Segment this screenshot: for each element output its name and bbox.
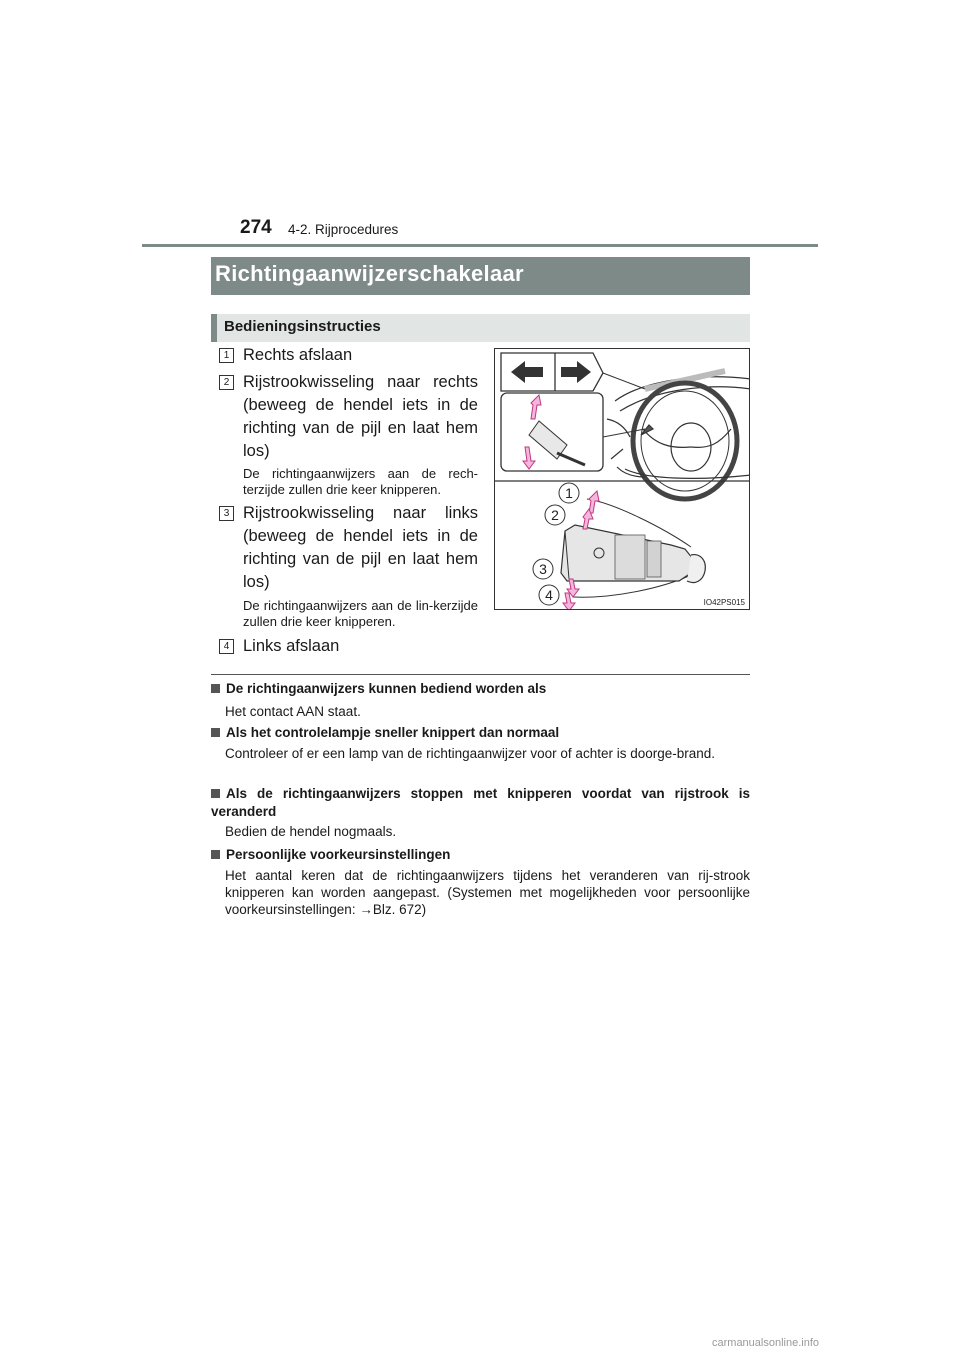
arrow-indicator-panel [501,353,645,391]
note-1-heading-text: De richtingaanwijzers kunnen bediend worden als [226,681,547,696]
bullet-square-icon [211,728,220,737]
note-4-heading [211,846,750,864]
note-1-heading [211,680,750,698]
step-number-1: 1 [219,348,234,363]
callout-1-label: 1 [565,485,573,501]
note-2-heading-text: Als het controlelampje sneller knippert dan normaal [226,725,560,740]
section-breadcrumb: 4-2. Rijprocedures [288,222,399,237]
note-2-heading [211,724,750,742]
step-2-text: Rijstrookwisseling naar rechts (beweeg de hendel iets in de richting van de pijl en laat hem los) [243,373,478,460]
page-title: Richtingaanwijzerschakelaar [215,261,524,286]
bullet-square-icon [211,684,220,693]
note-3-heading [211,785,750,821]
callout-3-label: 3 [539,561,547,577]
subsection-accent [211,314,217,342]
bullet-square-icon [211,789,220,798]
page-number: 274 [240,217,272,238]
watermark: carmanualsonline.info [712,1337,820,1349]
note-3-heading-text: Als de richtingaanwijzers stoppen met knipperen voordat van rijstrook is veranderd [211,786,750,819]
section-divider [211,674,750,675]
step-2-note: De richtingaanwijzers aan de rech-terzijde zullen drie keer knipperen. [243,466,478,497]
step-4-text: Links afslaan [243,637,340,655]
note-4-heading-text: Persoonlijke voorkeursinstellingen [226,847,451,862]
figure-illustration [495,349,750,610]
callout-2-label: 2 [551,507,559,523]
step-3-note: De richtingaanwijzers aan de lin-kerzijde zullen drie keer knipperen. [243,598,478,629]
header-divider [142,244,818,247]
note-1-body: Het contact AAN staat. [225,704,361,719]
bullet-square-icon [211,850,220,859]
note-3-body: Bedien de hendel nogmaals. [225,824,397,839]
callout-4-label: 4 [545,587,553,603]
arrow-up-1 [589,491,599,513]
figure-code: IO42PS015 [703,598,745,607]
subsection-title: Bedieningsinstructies [224,318,381,335]
note-2-body: Controleer of er een lamp van de richtingaanwijzer voor of achter is doorge-brand. [225,746,716,761]
step-number-2: 2 [219,375,234,390]
step-1-text: Rechts afslaan [243,346,353,364]
step-number-4: 4 [219,639,234,654]
step-3-text: Rijstrookwisseling naar links (beweeg de hendel iets in de richting van de pijl en laat hem los) [243,504,478,591]
turn-signal-lever-figure [494,348,750,610]
step-number-3: 3 [219,506,234,521]
lever-inset [501,393,645,471]
note-4-body: Het aantal keren dat de richtingaanwijzers tijdens het veranderen van rij-strook knipperen kan worden aangepast. (Systemen met mogelijkheden voor persoonlijke voorkeursinstellingen: →Blz. 672) [225,868,750,917]
steering-wheel-scene [607,371,750,499]
lever-detail [561,491,705,610]
